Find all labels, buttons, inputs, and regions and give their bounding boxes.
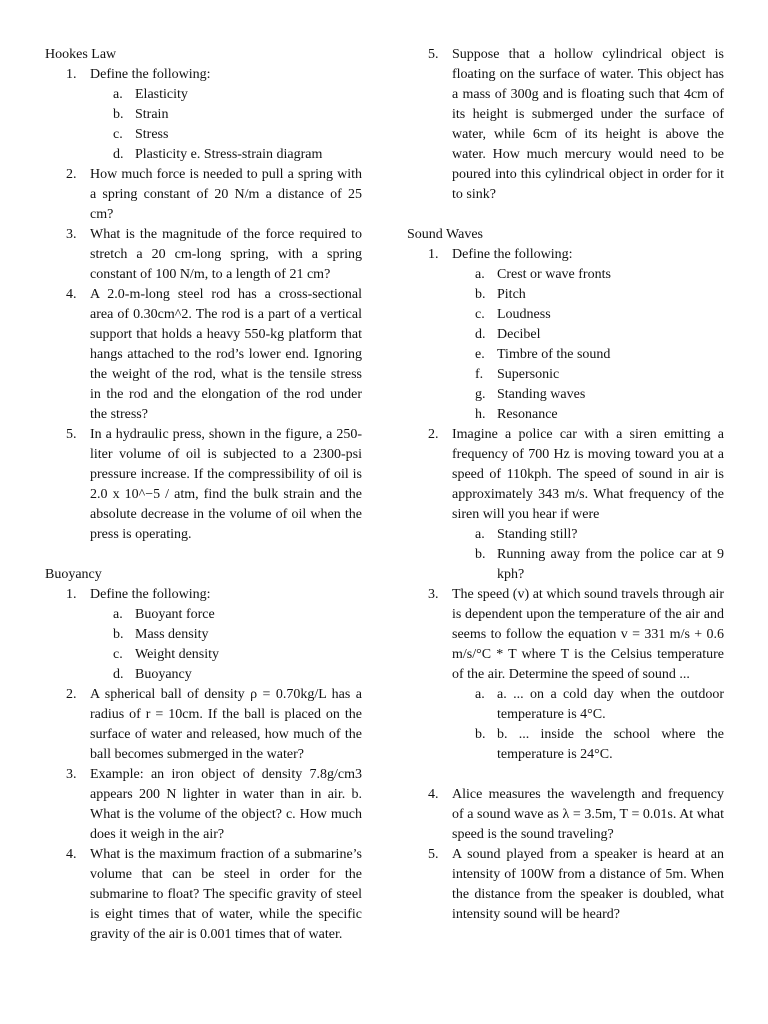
question-4: 4. Alice measures the wavelength and frequency of a sound wave as λ = 3.5m, T = 0.01s. At what speed is the sound traveling?	[428, 787, 724, 842]
section-sound-waves	[407, 225, 724, 925]
list-item: b. Strain	[113, 107, 169, 122]
question-number: 1.	[66, 67, 77, 82]
question-1: 1. Define the following:	[428, 247, 573, 262]
question-4: 4. A 2.0-m-long steel rod has a cross-sectional area of 0.30cm^2. The rod is a part of a vertical support that holds a heavy 550-kg platform that hangs attached to the rod’s lower end. Ignoring the weight of the rod, what is the tensile stress in the rod and the elongation of the rod under the stress?	[66, 287, 362, 422]
question-2: 2. A spherical ball of density ρ = 0.70kg/L has a radius of r = 10cm. If the ball is placed on the surface of water and released, how much of the ball becomes submerged in the water?	[66, 687, 362, 762]
list-item: b. Running away from the police car at 9 kph?	[475, 547, 724, 582]
list-item: b. Mass density	[113, 627, 209, 642]
buoyancy-continued	[407, 45, 724, 205]
list-item: a. Standing still?	[475, 527, 578, 542]
list-item: e. Timbre of the sound	[475, 347, 611, 362]
section-title-buoyancy: Buoyancy	[45, 567, 102, 582]
list-item: c. Loudness	[475, 307, 551, 322]
list-item: c. Stress	[113, 127, 169, 142]
question-5: 5. A sound played from a speaker is heard at an intensity of 100W from a distance of 5m. When the distance from the speaker is doubled, what intensity sound will be heard?	[428, 847, 724, 922]
question-2: 2. Imagine a police car with a siren emitting a frequency of 700 Hz is moving toward you at a speed of 110kph. The speed of sound in air is approximately 343 m/s. What frequency of the siren will you hear if were	[428, 427, 724, 522]
list-item: d. Buoyancy	[113, 667, 192, 682]
section-title-hookes-law: Hookes Law	[45, 47, 117, 62]
list-item: b. Pitch	[475, 287, 526, 302]
list-item: d. Plasticity e. Stress-strain diagram	[113, 147, 323, 162]
question-1	[45, 65, 362, 85]
list-item: a. Elasticity	[113, 87, 188, 102]
section-buoyancy	[45, 565, 362, 945]
question-5: 5. In a hydraulic press, shown in the figure, a 250-liter volume of oil is subjected to a 2300-psi pressure increase. If the compressibility of oil is 2.0 x 10^−5 / atm, find the bulk strain and the absolute decrease in the volume of oil when the press is operating.	[66, 427, 362, 542]
list-item: g. Standing waves	[475, 387, 586, 402]
list-item: b. b. ... inside the school where the temperature is 24°C.	[475, 727, 724, 762]
list-item: a. Buoyant force	[113, 607, 215, 622]
question-text: Define the following:	[90, 67, 211, 82]
question-1: 1. Define the following:	[66, 587, 211, 602]
list-item: d. Decibel	[475, 327, 541, 342]
section-title-sound-waves: Sound Waves	[407, 227, 484, 242]
question-4: 4. What is the maximum fraction of a submarine’s volume that can be steel in order for the submarine to float? The specific gravity of steel is eight times that of water, while the specific gravity of the air is 0.001 times that of water.	[66, 847, 362, 942]
list-item: a. Crest or wave fronts	[475, 267, 611, 282]
question-3: 3. What is the magnitude of the force required to stretch a 20 cm-long spring, with a spring constant of 100 N/m, to a length of 21 cm?	[66, 227, 362, 282]
right-column	[407, 45, 724, 925]
left-column	[45, 45, 362, 945]
blank-line	[407, 765, 724, 785]
list-item: h. Resonance	[475, 407, 558, 422]
list-item: c. Weight density	[113, 647, 220, 662]
section-hookes-law	[45, 45, 362, 545]
question-3: 3. The speed (v) at which sound travels through air is dependent upon the temperature of the air and seems to follow the equation v = 331 m/s + 0.6 m/s/°C * T where T is the Celsius temperature of the air. Determine the speed of sound ...	[428, 587, 724, 682]
list-item: f. Supersonic	[475, 367, 560, 382]
list-item: a. a. ... on a cold day when the outdoor temperature is 4°C.	[475, 687, 724, 722]
question-5: 5. Suppose that a hollow cylindrical object is floating on the surface of water. This object has a mass of 300g and is floating such that 4cm of its height is submerged under the surface of water, while 6cm of its height is above the water. How much mercury would need to be poured into this cylindrical object in order for it to sink?	[428, 47, 724, 202]
question-3: 3. Example: an iron object of density 7.8g/cm3 appears 200 N lighter in water than in air. b. What is the volume of the object? c. How much does it weigh in the air?	[66, 767, 362, 842]
question-2: 2. How much force is needed to pull a spring with a spring constant of 20 N/m a distance of 25 cm?	[66, 167, 362, 222]
